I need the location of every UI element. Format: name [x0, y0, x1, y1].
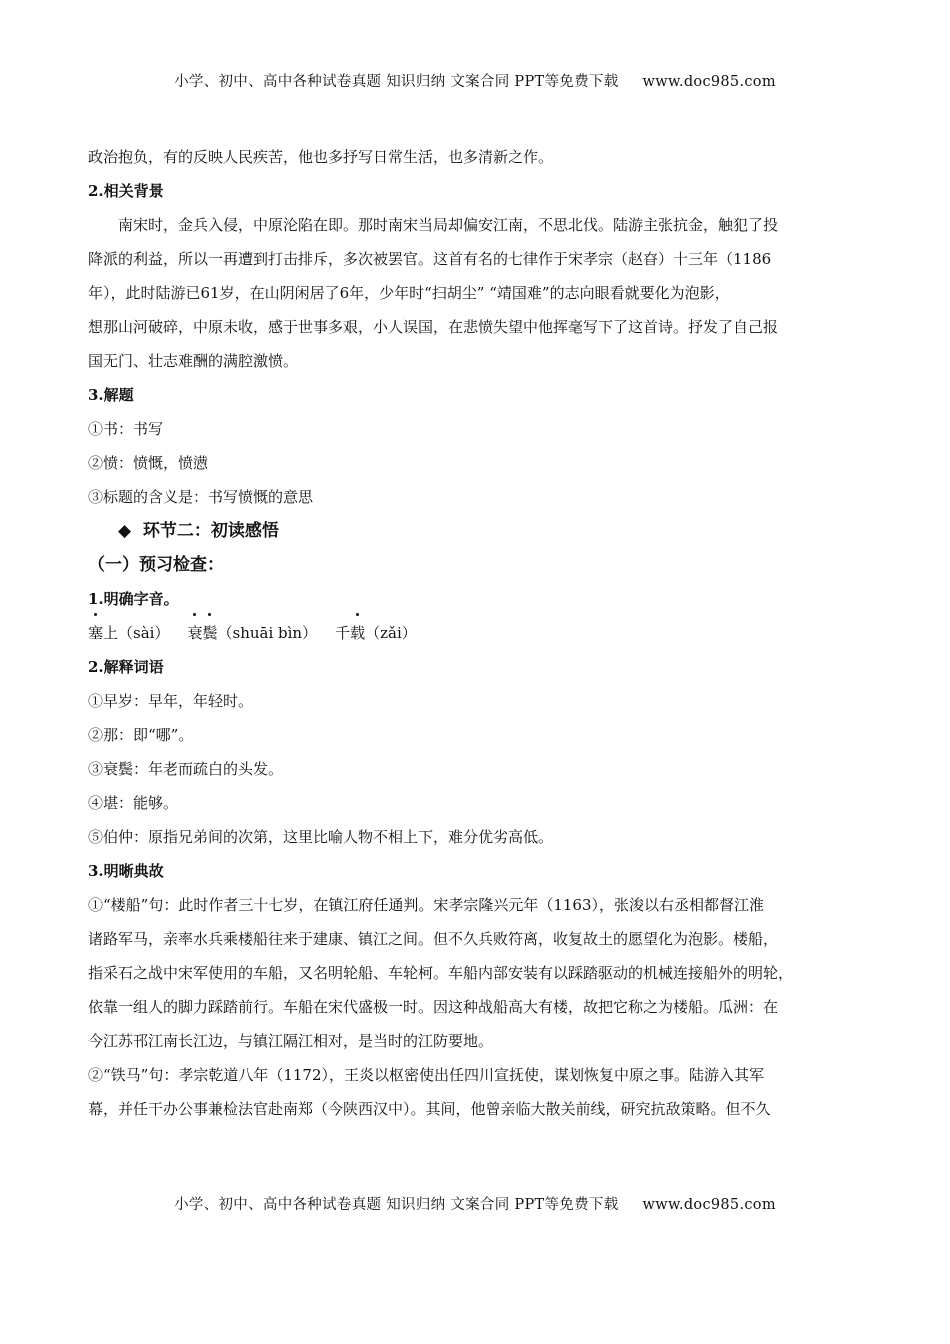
allusion-line: 今江苏邗江南长江边，与镇江隔江相对，是当时的江防要地。 — [88, 1032, 494, 1050]
background-line: 国无门、壮志难酬的满腔激愤。 — [88, 352, 299, 370]
title-explain-item: ③标题的含义是：书写愤慨的意思 — [88, 488, 314, 506]
section-2-label: 环节二：初读感悟 — [142, 521, 279, 541]
pronunciation-heading: 1.明确字音。 — [88, 590, 179, 608]
page-header — [0, 70, 950, 91]
vocab-heading: 2.解释词语 — [88, 658, 164, 676]
background-line: 想那山河破碎，中原未收，感于世事多艰，小人误国，在悲愤失望中他挥毫写下了这首诗。抒发了自己报 — [88, 318, 779, 336]
emphasis-char: 塞 — [88, 616, 103, 650]
background-heading: 2.相关背景 — [88, 182, 164, 200]
pronunciation-text: 上（sài） — [103, 624, 170, 642]
vocab-item: ①早岁：早年，年轻时。 — [88, 692, 254, 710]
title-explain-heading: 3.解题 — [88, 386, 134, 404]
allusion-line: 指采石之战中宋军使用的车船，又名明轮船、车轮柯。车船内部安装有以踩踏驱动的机械连接船外的明轮， — [88, 964, 794, 982]
allusion-line: 依靠一组人的脚力踩踏前行。车船在宋代盛极一时。因这种战船高大有楼，故把它称之为楼船。瓜洲：在 — [88, 998, 779, 1016]
background-line: 南宋时，金兵入侵，中原沦陷在即。那时南宋当局却偏安江南，不思北伐。陆游主张抗金，触犯了投 — [118, 216, 779, 234]
diamond-icon: ◆ — [118, 521, 132, 541]
emphasis-char: 载 — [350, 616, 365, 650]
pronunciation-text: （shuāi bìn） — [217, 624, 318, 642]
allusion-line: 诸路军马，亲率水兵乘楼船往来于建康、镇江之间。但不久兵败符离，收复故土的愿望化为泡影。楼船， — [88, 930, 779, 948]
footer-text: 小学、初中、高中各种试卷真题 知识归纳 文案合同 PPT等免费下载 — [174, 1197, 619, 1213]
pronunciation-row — [88, 616, 863, 650]
background-line: 年），此时陆游已61岁，在山阴闲居了6年，少年时“扫胡尘” “靖国难”的志向眼看就要化为泡影， — [88, 284, 730, 302]
vocab-item: ③衰鬓：年老而疏白的头发。 — [88, 760, 284, 778]
emphasis-char: 衰 — [187, 616, 202, 650]
page-footer — [0, 1193, 950, 1214]
intro-tail: 政治抱负，有的反映人民疾苦，他也多抒写日常生活，也多清新之作。 — [88, 148, 554, 166]
allusion-line: 幕，并任干办公事兼检法官赴南郑（今陕西汉中）。其间，他曾亲临大散关前线，研究抗敌策略。但不久 — [88, 1100, 771, 1118]
allusions-heading: 3.明晰典故 — [88, 862, 164, 880]
header-text: 小学、初中、高中各种试卷真题 知识归纳 文案合同 PPT等免费下载 — [174, 74, 619, 90]
footer-url[interactable]: www.doc985.com — [642, 1197, 776, 1213]
allusion-line: ②“铁马”句：孝宗乾道八年（1172），王炎以枢密使出任四川宣抚使，谋划恢复中原之事。陆游入其军 — [88, 1066, 765, 1084]
section-2-title — [88, 514, 863, 548]
vocab-item: ④堪：能够。 — [88, 794, 179, 812]
title-explain-item: ②愤：愤慨，愤懑 — [88, 454, 209, 472]
document-body — [88, 140, 863, 1126]
header-url[interactable]: www.doc985.com — [642, 74, 776, 90]
pronunciation-text: 千 — [335, 624, 351, 642]
pronunciation-text: （zǎi） — [365, 624, 417, 642]
vocab-item: ⑤伯仲：原指兄弟间的次第，这里比喻人物不相上下，难分优劣高低。 — [88, 828, 554, 846]
vocab-item: ②那：即“哪”。 — [88, 726, 194, 744]
allusion-line: ①“楼船”句：此时作者三十七岁，在镇江府任通判。宋孝宗隆兴元年（1163），张浚以右丞相都督江淮 — [88, 896, 765, 914]
emphasis-char: 鬓 — [202, 616, 217, 650]
subsection-1-title: （一）预习检查： — [88, 555, 224, 575]
title-explain-item: ①书：书写 — [88, 420, 164, 438]
background-line: 降派的利益，所以一再遭到打击排斥，多次被罢官。这首有名的七律作于宋孝宗（赵昚）十三年（1186 — [88, 250, 772, 268]
